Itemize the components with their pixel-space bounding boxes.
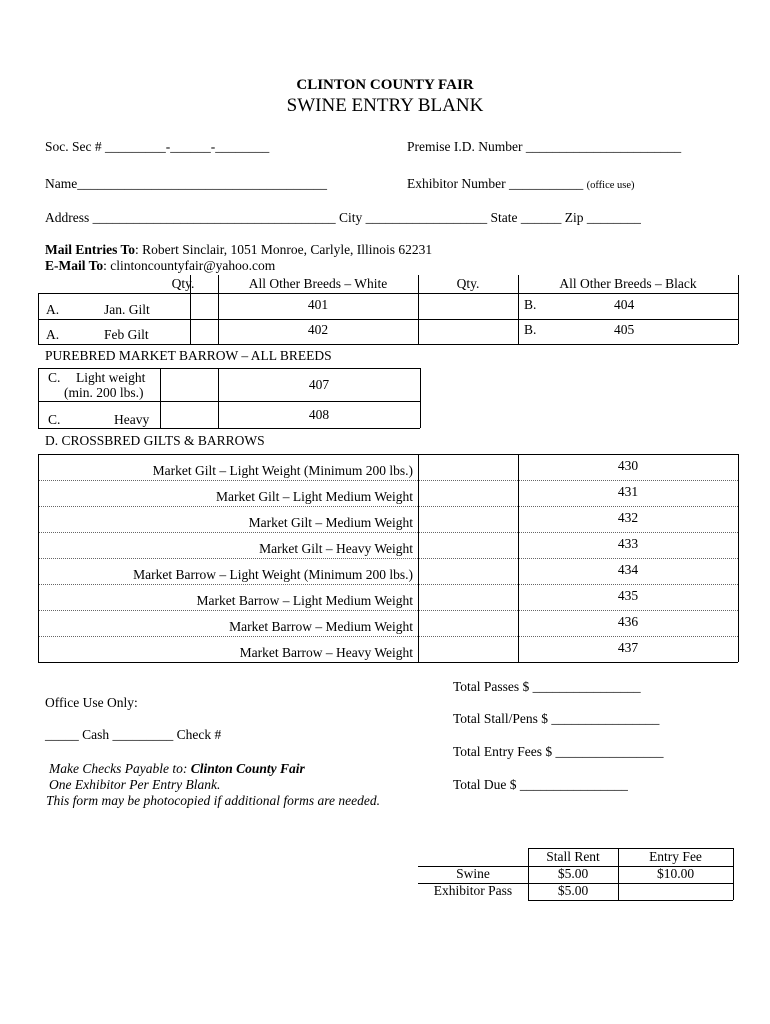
class-number: 402: [307, 322, 329, 337]
table-border: [38, 454, 39, 662]
table-divider: [38, 532, 738, 533]
payable-name: Clinton County Fair: [190, 761, 305, 776]
class-number: 437: [617, 640, 639, 655]
class-number: 432: [617, 510, 639, 525]
soc-sec-field[interactable]: Soc. Sec # _________-______-________: [45, 139, 270, 154]
class-number: 407: [308, 377, 330, 392]
class-number: 431: [617, 484, 639, 499]
crossbred-row-label: Market Gilt – Medium Weight: [248, 515, 413, 530]
table-divider: [38, 584, 738, 585]
fair-name: CLINTON COUNTY FAIR: [296, 77, 474, 93]
row-label: Light weight: [76, 370, 146, 385]
row-letter: B.: [524, 297, 537, 312]
exhibitor-number-label: Exhibitor Number ___________: [407, 176, 584, 191]
table-border: [38, 454, 738, 455]
class-number: 401: [307, 297, 329, 312]
name-field[interactable]: Name_____________________________________: [45, 176, 327, 191]
table-border: [38, 368, 420, 369]
table-border: [738, 454, 739, 662]
crossbred-row-label: Market Gilt – Light Medium Weight: [215, 489, 413, 504]
white-breeds-header: All Other Breeds – White: [248, 276, 388, 291]
qty-header-right: Qty.: [456, 276, 480, 291]
table-border: [38, 293, 738, 294]
mail-entries-value: : Robert Sinclair, 1051 Monroe, Carlyle, Illinois 62231: [135, 242, 433, 257]
qty-header-left: Qty.: [171, 276, 195, 291]
table-border: [38, 428, 420, 429]
one-exhibitor-note: One Exhibitor Per Entry Blank.: [49, 777, 221, 792]
office-use-label: Office Use Only:: [45, 695, 138, 710]
row-letter: C.: [48, 370, 61, 385]
table-divider: [518, 275, 519, 344]
class-number: 408: [308, 407, 330, 422]
entry-fee-header: Entry Fee: [649, 849, 702, 864]
row-label-detail: (min. 200 lbs.): [64, 385, 144, 400]
photocopy-note: This form may be photocopied if additional forms are needed.: [46, 793, 380, 808]
stall-rent-value: $5.00: [557, 883, 589, 898]
class-number: 436: [617, 614, 639, 629]
table-border: [38, 368, 39, 428]
class-number: 405: [614, 322, 635, 337]
payment-method-field[interactable]: _____ Cash _________ Check #: [45, 727, 222, 742]
class-number: 435: [617, 588, 639, 603]
stall-rent-header: Stall Rent: [546, 849, 600, 864]
crossbred-row-label: Market Gilt – Heavy Weight: [259, 541, 413, 556]
table-divider: [38, 558, 738, 559]
table-divider: [38, 480, 738, 481]
form-title: SWINE ENTRY BLANK: [286, 95, 484, 116]
crossbred-row-label: Market Barrow – Heavy Weight: [239, 645, 413, 660]
table-border: [38, 662, 738, 663]
table-divider: [38, 506, 738, 507]
table-divider: [160, 368, 161, 428]
fee-row-label: Swine: [456, 866, 490, 881]
address-field[interactable]: Address ____________________________________ City __________________ State ______ Zip ________: [45, 210, 641, 225]
table-border: [38, 344, 738, 345]
crossbred-row-label: Market Gilt – Light Weight (Minimum 200 lbs.): [152, 463, 413, 478]
email-label: E-Mail To: [45, 258, 104, 273]
crossbred-row-label: Market Barrow – Medium Weight: [229, 619, 413, 634]
email-line: [45, 258, 275, 274]
row-letter: C.: [48, 412, 61, 427]
total-entry-fees-field[interactable]: Total Entry Fees $ ________________: [453, 744, 664, 759]
row-letter: A.: [46, 327, 60, 342]
exhibitor-number-field[interactable]: [407, 176, 635, 192]
class-number: 434: [617, 562, 639, 577]
table-border: [38, 293, 39, 344]
table-border: [738, 275, 739, 344]
total-due-field[interactable]: Total Due $ ________________: [453, 777, 628, 792]
row-letter: B.: [524, 322, 537, 337]
stall-rent-value: $5.00: [557, 866, 589, 881]
class-number: 430: [617, 458, 639, 473]
crossbred-row-label: Market Barrow – Light Weight (Minimum 200 lbs.): [133, 567, 413, 582]
row-letter: A.: [46, 302, 60, 317]
row-label: Heavy: [114, 412, 150, 427]
premise-id-field[interactable]: Premise I.D. Number _______________________: [407, 139, 682, 154]
black-breeds-header: All Other Breeds – Black: [559, 276, 697, 291]
row-label: Jan. Gilt: [104, 302, 150, 317]
table-divider: [190, 275, 191, 344]
table-border: [733, 848, 734, 900]
table-divider: [38, 636, 738, 637]
entry-fee-value: $10.00: [656, 866, 695, 881]
table-divider: [38, 319, 738, 320]
payable-prefix: Make Checks Payable to:: [49, 761, 191, 776]
total-passes-field[interactable]: Total Passes $ ________________: [453, 679, 641, 694]
table-divider: [38, 401, 420, 402]
crossbred-heading: D. CROSSBRED GILTS & BARROWS: [45, 433, 265, 448]
class-number: 404: [614, 297, 635, 312]
email-value: : clintoncountyfair@yahoo.com: [103, 258, 276, 273]
purebred-heading: PUREBRED MARKET BARROW – ALL BREEDS: [45, 348, 332, 363]
table-divider: [418, 275, 419, 344]
mail-entries-label: Mail Entries To: [45, 242, 136, 257]
table-border: [420, 368, 421, 428]
office-use-note: (office use): [586, 180, 635, 191]
table-divider: [38, 610, 738, 611]
row-label: Feb Gilt: [104, 327, 149, 342]
payable-note: [49, 761, 305, 777]
class-number: 433: [617, 536, 639, 551]
fee-row-label: Exhibitor Pass: [433, 883, 513, 898]
total-stall-pens-field[interactable]: Total Stall/Pens $ ________________: [453, 711, 660, 726]
table-divider: [418, 454, 419, 662]
crossbred-row-label: Market Barrow – Light Medium Weight: [196, 593, 413, 608]
table-border: [528, 900, 733, 901]
mail-entries-line: [45, 242, 432, 258]
